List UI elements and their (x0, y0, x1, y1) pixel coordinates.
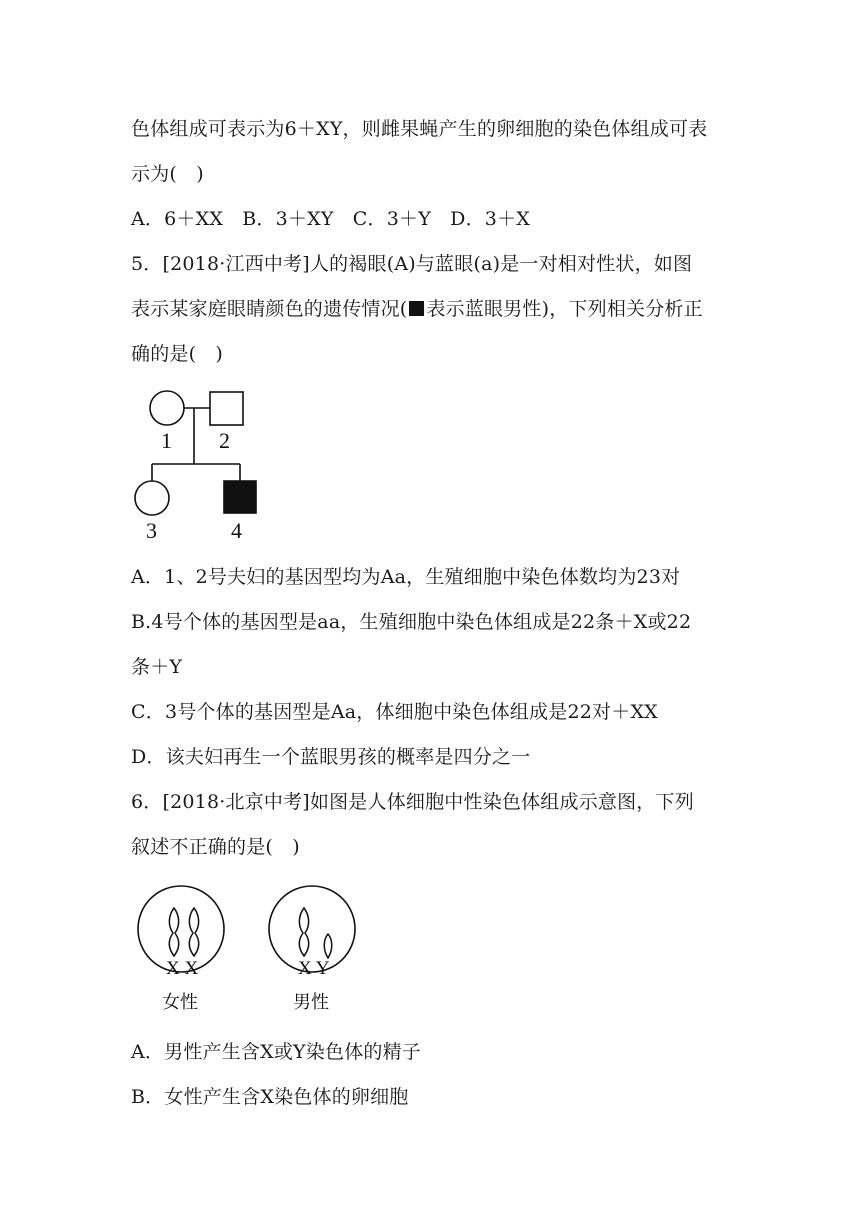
question-5-text-after-icon: 表示蓝眼男性)，下列相关分析正 (426, 298, 703, 320)
question-5-option-b-line-1: B.4号个体的基因型是aa，生殖细胞中染色体组成是22条＋X或22 (131, 611, 692, 633)
pedigree-label-2: 2 (219, 428, 230, 453)
female-caption: 女性 (162, 992, 198, 1012)
pedigree-label-3: 3 (146, 518, 157, 543)
question-6-option-a: A．男性产生含X或Y染色体的精子 (131, 1041, 421, 1063)
female-x-chromosome-left (169, 908, 178, 956)
pedigree-individual-2-male (210, 392, 243, 425)
question-5-option-a: A．1、2号夫妇的基因型均为Aa，生殖细胞中染色体数均为23对 (131, 566, 681, 588)
question-5-option-d: D．该夫妇再生一个蓝眼男孩的概率是四分之一 (131, 746, 531, 768)
question-5-text-line-3: 确的是( ) (131, 343, 224, 365)
pedigree-label-4: 4 (231, 518, 242, 543)
question-5-option-c: C．3号个体的基因型是Aa，体细胞中染色体组成是22对＋XX (131, 701, 658, 723)
question-4-options: A．6＋XX B．3＋XY C．3＋Y D．3＋X (131, 208, 531, 230)
male-y-chromosome (324, 934, 332, 958)
pedigree-label-1: 1 (161, 428, 172, 453)
male-chromosome-label: X Y (298, 958, 330, 979)
question-5-text-line-2 (131, 297, 703, 321)
sex-chromosome-figure (130, 878, 370, 1018)
female-chromosome-label: X X (166, 958, 199, 979)
pedigree-individual-4-blue-eyed-male (224, 481, 256, 513)
question-6-text-line-2: 叙述不正确的是( ) (131, 836, 300, 858)
question-6-option-b: B．女性产生含X染色体的卵细胞 (131, 1086, 409, 1108)
male-x-chromosome (299, 908, 308, 956)
question-5-text-before-icon: 表示某家庭眼睛颜色的遗传情况( (131, 298, 408, 320)
blue-eyed-male-square-icon (409, 301, 424, 316)
question-4-text-line-2: 示为( ) (131, 163, 204, 185)
pedigree-individual-3-female (135, 481, 169, 515)
male-caption: 男性 (293, 992, 329, 1012)
pedigree-individual-1-female (150, 391, 184, 425)
female-x-chromosome-right (189, 908, 198, 956)
question-6-text-line-1: 6．[2018·北京中考]如图是人体细胞中性染色体组成示意图，下列 (131, 791, 694, 813)
pedigree-chart (130, 385, 280, 545)
question-4-text-line-1: 色体组成可表示为6＋XY，则雌果蝇产生的卵细胞的染色体组成可表 (131, 118, 708, 140)
question-5-option-b-line-2: 条＋Y (131, 656, 183, 678)
question-5-text-line-1: 5．[2018·江西中考]人的褐眼(A)与蓝眼(a)是一对相对性状，如图 (131, 253, 693, 275)
